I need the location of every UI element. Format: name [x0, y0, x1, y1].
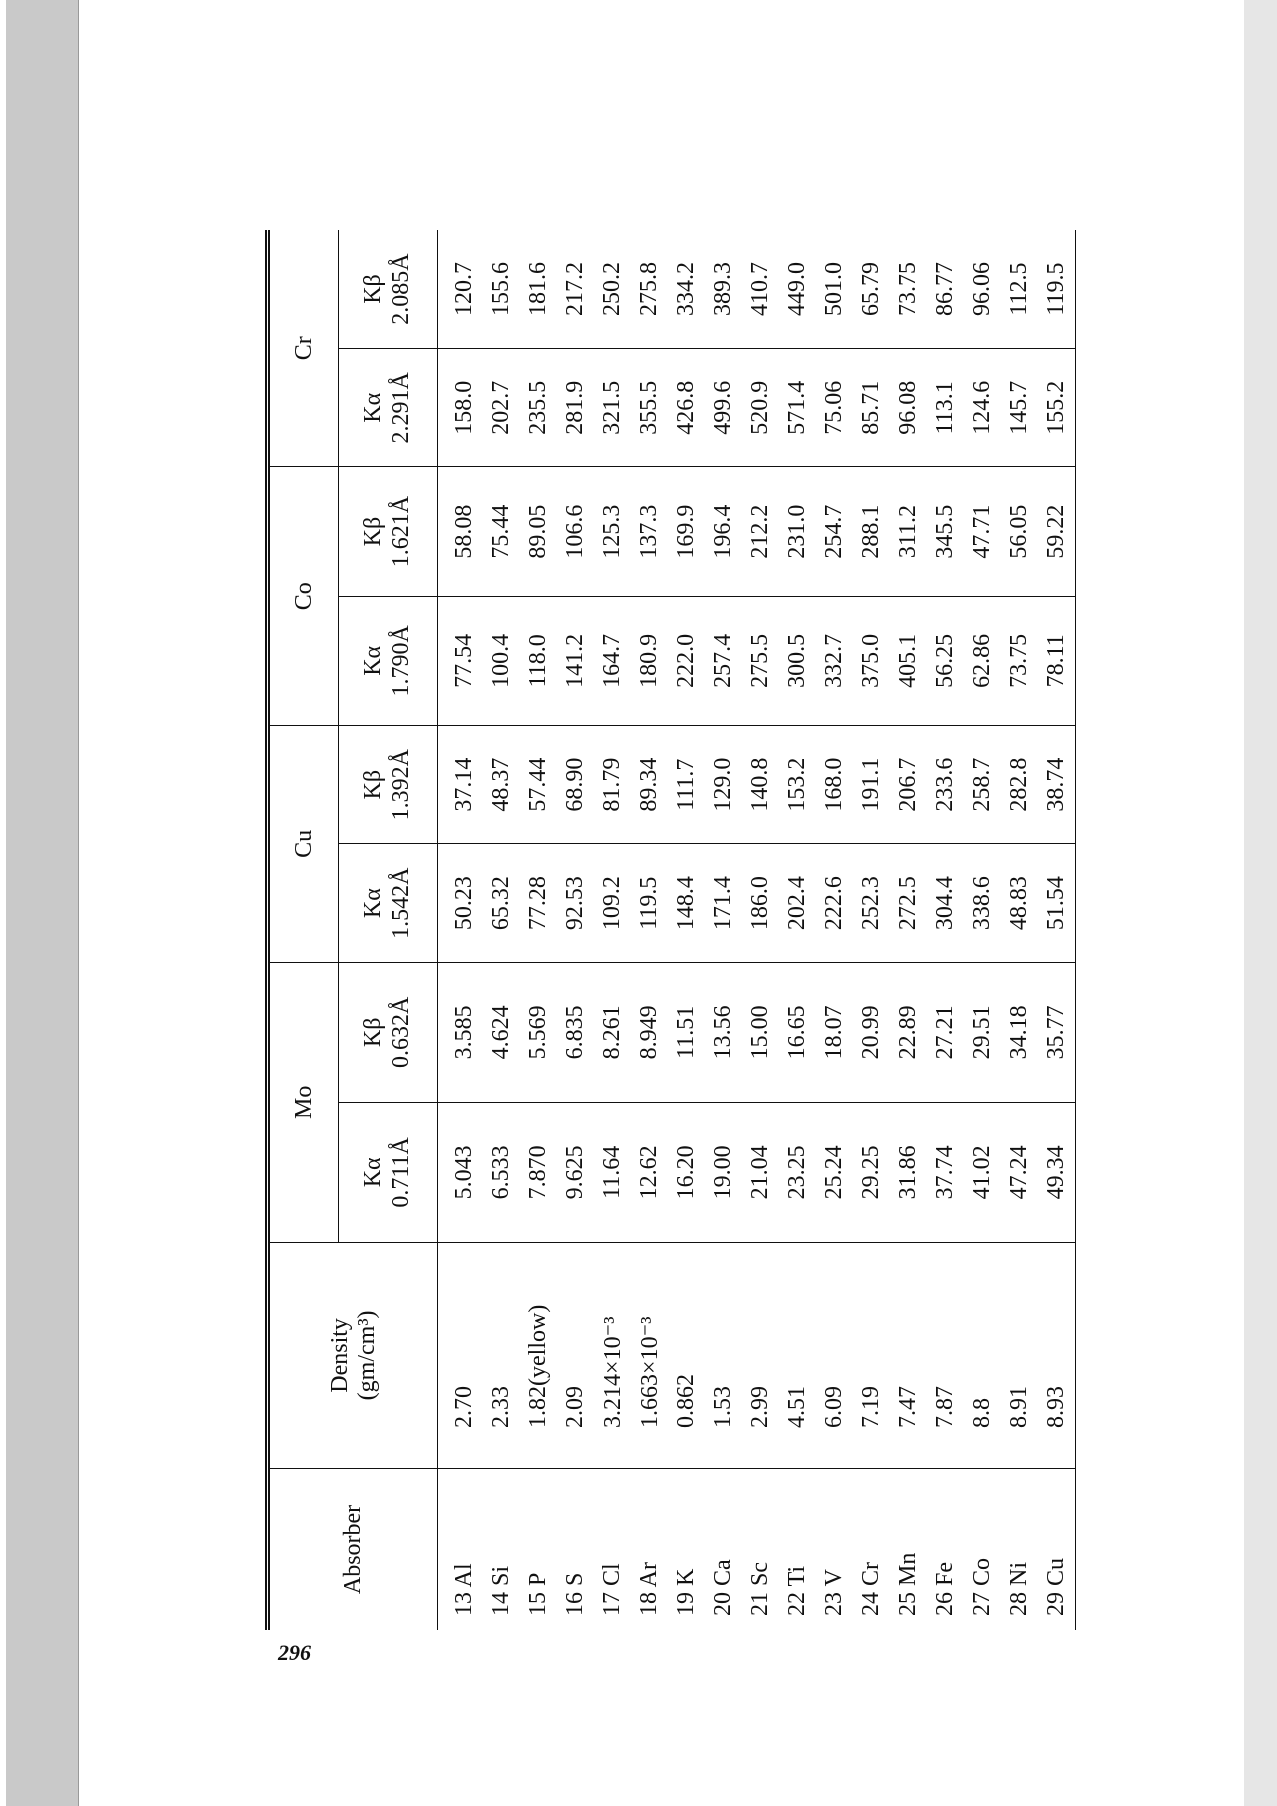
- density-header: [268, 1242, 438, 1468]
- co-kb-cell: 59.22: [1038, 467, 1076, 596]
- cr-ka-cell: 499.6: [705, 349, 742, 467]
- mo-ka-cell: 7.870: [520, 1102, 557, 1242]
- subheader-label: Kα: [360, 888, 387, 919]
- co-ka-cell: 275.5: [742, 596, 779, 725]
- cu-ka-cell: 109.2: [594, 844, 631, 962]
- absorber-cell: 16 S: [557, 1468, 594, 1630]
- cu-ka-cell: 186.0: [742, 844, 779, 962]
- mo-kb-cell: 5.569: [520, 962, 557, 1102]
- cr-kb-cell: 65.79: [853, 230, 890, 349]
- mo-ka-cell: 41.02: [964, 1102, 1001, 1242]
- density-cell: 7.19: [853, 1242, 890, 1468]
- table-row: [927, 230, 964, 1630]
- cu-kb-cell: 153.2: [779, 725, 816, 843]
- cu-ka-cell: 51.54: [1038, 844, 1076, 962]
- co-kb-cell: 288.1: [853, 467, 890, 596]
- co-kb-cell: 169.9: [668, 467, 705, 596]
- mo-kb-cell: 16.65: [779, 962, 816, 1102]
- density-header-line2: (gm/cm³): [353, 1310, 380, 1401]
- co-ka-cell: 257.4: [705, 596, 742, 725]
- table-row: [1038, 230, 1076, 1630]
- co-kb-cell: 345.5: [927, 467, 964, 596]
- density-cell: 1.82(yellow): [520, 1242, 557, 1468]
- subheader-label: Kα: [360, 645, 387, 676]
- mo-kb-cell: 13.56: [705, 962, 742, 1102]
- mo-ka-cell: 11.64: [594, 1102, 631, 1242]
- cr-kb-cell: 250.2: [594, 230, 631, 349]
- mo-ka-cell: 21.04: [742, 1102, 779, 1242]
- cr-ka-cell: 520.9: [742, 349, 779, 467]
- cu-ka-cell: 304.4: [927, 844, 964, 962]
- co-kb-cell: 125.3: [594, 467, 631, 596]
- cu-kb-cell: 258.7: [964, 725, 1001, 843]
- absorber-header: Absorber: [268, 1468, 438, 1630]
- co-kb-cell: 231.0: [779, 467, 816, 596]
- subheader-cr-ka: [339, 349, 438, 467]
- co-ka-cell: 180.9: [631, 596, 668, 725]
- subheader-cu-kb: [339, 725, 438, 843]
- cu-kb-cell: 111.7: [668, 725, 705, 843]
- cr-ka-cell: 571.4: [779, 349, 816, 467]
- mo-ka-cell: 47.24: [1001, 1102, 1038, 1242]
- cu-ka-cell: 65.32: [483, 844, 520, 962]
- cr-kb-cell: 181.6: [520, 230, 557, 349]
- mo-kb-cell: 8.949: [631, 962, 668, 1102]
- cu-kb-cell: 233.6: [927, 725, 964, 843]
- subheader-cu-ka: [339, 844, 438, 962]
- cu-kb-cell: 206.7: [890, 725, 927, 843]
- mo-ka-cell: 49.34: [1038, 1102, 1076, 1242]
- cr-kb-cell: 73.75: [890, 230, 927, 349]
- mo-kb-cell: 34.18: [1001, 962, 1038, 1102]
- density-cell: 1.53: [705, 1242, 742, 1468]
- book-spine: [6, 0, 78, 1806]
- absorber-cell: 29 Cu: [1038, 1468, 1076, 1630]
- cu-ka-cell: 338.6: [964, 844, 1001, 962]
- group-header-mo: Mo: [268, 962, 339, 1242]
- cr-ka-cell: 281.9: [557, 349, 594, 467]
- table-row: [438, 230, 484, 1630]
- co-kb-cell: 196.4: [705, 467, 742, 596]
- density-cell: 2.70: [438, 1242, 484, 1468]
- subheader-mo-ka: [339, 1102, 438, 1242]
- absorber-cell: 15 P: [520, 1468, 557, 1630]
- mo-ka-cell: 6.533: [483, 1102, 520, 1242]
- cu-ka-cell: 48.83: [1001, 844, 1038, 962]
- cu-ka-cell: 272.5: [890, 844, 927, 962]
- cr-ka-cell: 85.71: [853, 349, 890, 467]
- subheader-label: Kα: [360, 392, 387, 423]
- subheader-cr-kb: [339, 230, 438, 349]
- co-kb-cell: 212.2: [742, 467, 779, 596]
- absorber-cell: 21 Sc: [742, 1468, 779, 1630]
- cu-kb-cell: 81.79: [594, 725, 631, 843]
- co-kb-cell: 56.05: [1001, 467, 1038, 596]
- mo-kb-cell: 4.624: [483, 962, 520, 1102]
- co-kb-cell: 311.2: [890, 467, 927, 596]
- co-kb-cell: 58.08: [438, 467, 484, 596]
- cr-kb-cell: 275.8: [631, 230, 668, 349]
- mo-ka-cell: 16.20: [668, 1102, 705, 1242]
- co-kb-cell: 47.71: [964, 467, 1001, 596]
- mo-ka-cell: 5.043: [438, 1102, 484, 1242]
- table-row: [520, 230, 557, 1630]
- cr-ka-cell: 155.2: [1038, 349, 1076, 467]
- table-body: [438, 230, 1076, 1630]
- mo-ka-cell: 31.86: [890, 1102, 927, 1242]
- mo-kb-cell: 8.261: [594, 962, 631, 1102]
- co-ka-cell: 100.4: [483, 596, 520, 725]
- mo-ka-cell: 23.25: [779, 1102, 816, 1242]
- cu-ka-cell: 77.28: [520, 844, 557, 962]
- subheader-label: Kβ: [360, 274, 387, 304]
- density-cell: 4.51: [779, 1242, 816, 1468]
- table-row: [668, 230, 705, 1630]
- page-number: 296: [278, 1640, 311, 1665]
- mo-kb-cell: 27.21: [927, 962, 964, 1102]
- cu-ka-cell: 171.4: [705, 844, 742, 962]
- mo-ka-cell: 37.74: [927, 1102, 964, 1242]
- density-cell: 0.862: [668, 1242, 705, 1468]
- table-row: [1001, 230, 1038, 1630]
- cu-ka-cell: 202.4: [779, 844, 816, 962]
- co-ka-cell: 73.75: [1001, 596, 1038, 725]
- absorber-cell: 17 Cl: [594, 1468, 631, 1630]
- absorber-cell: 18 Ar: [631, 1468, 668, 1630]
- cu-kb-cell: 38.74: [1038, 725, 1076, 843]
- co-kb-cell: 137.3: [631, 467, 668, 596]
- cu-kb-cell: 191.1: [853, 725, 890, 843]
- cr-kb-cell: 96.06: [964, 230, 1001, 349]
- table-row: [779, 230, 816, 1630]
- co-ka-cell: 78.11: [1038, 596, 1076, 725]
- subheader-label: Kα: [360, 1157, 387, 1188]
- cr-ka-cell: 426.8: [668, 349, 705, 467]
- absorber-cell: 23 V: [816, 1468, 853, 1630]
- subheader-label: Kβ: [360, 769, 387, 800]
- subheader-mo-kb: [339, 962, 438, 1102]
- cr-kb-cell: 155.6: [483, 230, 520, 349]
- cr-ka-cell: 355.5: [631, 349, 668, 467]
- mo-ka-cell: 25.24: [816, 1102, 853, 1242]
- cr-kb-cell: 217.2: [557, 230, 594, 349]
- absorber-cell: 25 Mn: [890, 1468, 927, 1630]
- mo-ka-cell: 19.00: [705, 1102, 742, 1242]
- cr-kb-cell: 120.7: [438, 230, 484, 349]
- co-ka-cell: 118.0: [520, 596, 557, 725]
- cu-ka-cell: 119.5: [631, 844, 668, 962]
- absorber-cell: 22 Ti: [779, 1468, 816, 1630]
- mo-kb-cell: 11.51: [668, 962, 705, 1102]
- table-row: [890, 230, 927, 1630]
- absorber-cell: 28 Ni: [1001, 1468, 1038, 1630]
- co-ka-cell: 332.7: [816, 596, 853, 725]
- page-edge: [1244, 0, 1277, 1806]
- cu-ka-cell: 50.23: [438, 844, 484, 962]
- mo-kb-cell: 15.00: [742, 962, 779, 1102]
- subheader-wavelength: 1.392Å: [388, 749, 414, 821]
- cr-ka-cell: 158.0: [438, 349, 484, 467]
- density-cell: 2.33: [483, 1242, 520, 1468]
- cr-ka-cell: 321.5: [594, 349, 631, 467]
- absorption-table: [265, 230, 1076, 1630]
- cr-ka-cell: 145.7: [1001, 349, 1038, 467]
- co-kb-cell: 254.7: [816, 467, 853, 596]
- cr-kb-cell: 410.7: [742, 230, 779, 349]
- cu-ka-cell: 148.4: [668, 844, 705, 962]
- density-cell: 7.87: [927, 1242, 964, 1468]
- cu-kb-cell: 57.44: [520, 725, 557, 843]
- cr-kb-cell: 449.0: [779, 230, 816, 349]
- subheader-wavelength: 1.542Å: [388, 867, 414, 939]
- group-header-cu: Cu: [268, 725, 339, 962]
- mo-kb-cell: 20.99: [853, 962, 890, 1102]
- cr-ka-cell: 202.7: [483, 349, 520, 467]
- mo-kb-cell: 6.835: [557, 962, 594, 1102]
- density-cell: 3.214×10⁻³: [594, 1242, 631, 1468]
- table-row: [557, 230, 594, 1630]
- subheader-wavelength: 2.085Å: [388, 253, 414, 325]
- co-ka-cell: 405.1: [890, 596, 927, 725]
- cu-kb-cell: 37.14: [438, 725, 484, 843]
- co-ka-cell: 141.2: [557, 596, 594, 725]
- cu-kb-cell: 168.0: [816, 725, 853, 843]
- density-cell: 6.09: [816, 1242, 853, 1468]
- co-ka-cell: 222.0: [668, 596, 705, 725]
- mo-ka-cell: 12.62: [631, 1102, 668, 1242]
- cr-ka-cell: 235.5: [520, 349, 557, 467]
- density-cell: 8.93: [1038, 1242, 1076, 1468]
- table-row: [964, 230, 1001, 1630]
- absorber-cell: 26 Fe: [927, 1468, 964, 1630]
- rotated-table-container: [265, 230, 1165, 1630]
- co-kb-cell: 89.05: [520, 467, 557, 596]
- density-cell: 8.8: [964, 1242, 1001, 1468]
- co-ka-cell: 56.25: [927, 596, 964, 725]
- cr-kb-cell: 389.3: [705, 230, 742, 349]
- table-header: [268, 230, 438, 1630]
- cr-ka-cell: 124.6: [964, 349, 1001, 467]
- mo-ka-cell: 29.25: [853, 1102, 890, 1242]
- cr-kb-cell: 501.0: [816, 230, 853, 349]
- co-kb-cell: 75.44: [483, 467, 520, 596]
- cu-kb-cell: 68.90: [557, 725, 594, 843]
- mo-kb-cell: 22.89: [890, 962, 927, 1102]
- table-row: [853, 230, 890, 1630]
- cu-ka-cell: 222.6: [816, 844, 853, 962]
- subheader-label: Kβ: [360, 1017, 387, 1048]
- cr-ka-cell: 96.08: [890, 349, 927, 467]
- density-cell: 1.663×10⁻³: [631, 1242, 668, 1468]
- cr-kb-cell: 86.77: [927, 230, 964, 349]
- table-row: [705, 230, 742, 1630]
- subheader-co-kb: [339, 467, 438, 596]
- cu-ka-cell: 92.53: [557, 844, 594, 962]
- table-row: [594, 230, 631, 1630]
- cr-ka-cell: 113.1: [927, 349, 964, 467]
- cu-kb-cell: 129.0: [705, 725, 742, 843]
- group-header-co: Co: [268, 467, 339, 725]
- subheader-wavelength: 1.621Å: [388, 495, 414, 568]
- mo-kb-cell: 35.77: [1038, 962, 1076, 1102]
- absorber-cell: 20 Ca: [705, 1468, 742, 1630]
- absorber-cell: 24 Cr: [853, 1468, 890, 1630]
- co-ka-cell: 164.7: [594, 596, 631, 725]
- absorber-cell: 13 Al: [438, 1468, 484, 1630]
- mo-kb-cell: 18.07: [816, 962, 853, 1102]
- density-cell: 8.91: [1001, 1242, 1038, 1468]
- subheader-wavelength: 0.632Å: [388, 996, 414, 1069]
- subheader-co-ka: [339, 596, 438, 725]
- co-ka-cell: 62.86: [964, 596, 1001, 725]
- subheader-wavelength: 2.291Å: [388, 372, 414, 444]
- table-row: [742, 230, 779, 1630]
- table-row: [631, 230, 668, 1630]
- cr-kb-cell: 119.5: [1038, 230, 1076, 349]
- cu-kb-cell: 48.37: [483, 725, 520, 843]
- density-header-line1: Density: [326, 1318, 353, 1393]
- mo-kb-cell: 3.585: [438, 962, 484, 1102]
- cu-kb-cell: 282.8: [1001, 725, 1038, 843]
- co-kb-cell: 106.6: [557, 467, 594, 596]
- cr-kb-cell: 112.5: [1001, 230, 1038, 349]
- mo-ka-cell: 9.625: [557, 1102, 594, 1242]
- subheader-wavelength: 0.711Å: [388, 1137, 414, 1208]
- absorber-cell: 14 Si: [483, 1468, 520, 1630]
- table-row: [483, 230, 520, 1630]
- cu-kb-cell: 140.8: [742, 725, 779, 843]
- co-ka-cell: 300.5: [779, 596, 816, 725]
- absorber-cell: 19 K: [668, 1468, 705, 1630]
- cr-kb-cell: 334.2: [668, 230, 705, 349]
- table-row: [816, 230, 853, 1630]
- cr-ka-cell: 75.06: [816, 349, 853, 467]
- density-cell: 2.09: [557, 1242, 594, 1468]
- subheader-label: Kβ: [360, 516, 387, 547]
- absorber-cell: 27 Co: [964, 1468, 1001, 1630]
- density-cell: 7.47: [890, 1242, 927, 1468]
- co-ka-cell: 77.54: [438, 596, 484, 725]
- co-ka-cell: 375.0: [853, 596, 890, 725]
- group-header-cr: Cr: [268, 230, 339, 467]
- density-cell: 2.99: [742, 1242, 779, 1468]
- mo-kb-cell: 29.51: [964, 962, 1001, 1102]
- subheader-wavelength: 1.790Å: [388, 625, 414, 697]
- cu-kb-cell: 89.34: [631, 725, 668, 843]
- cu-ka-cell: 252.3: [853, 844, 890, 962]
